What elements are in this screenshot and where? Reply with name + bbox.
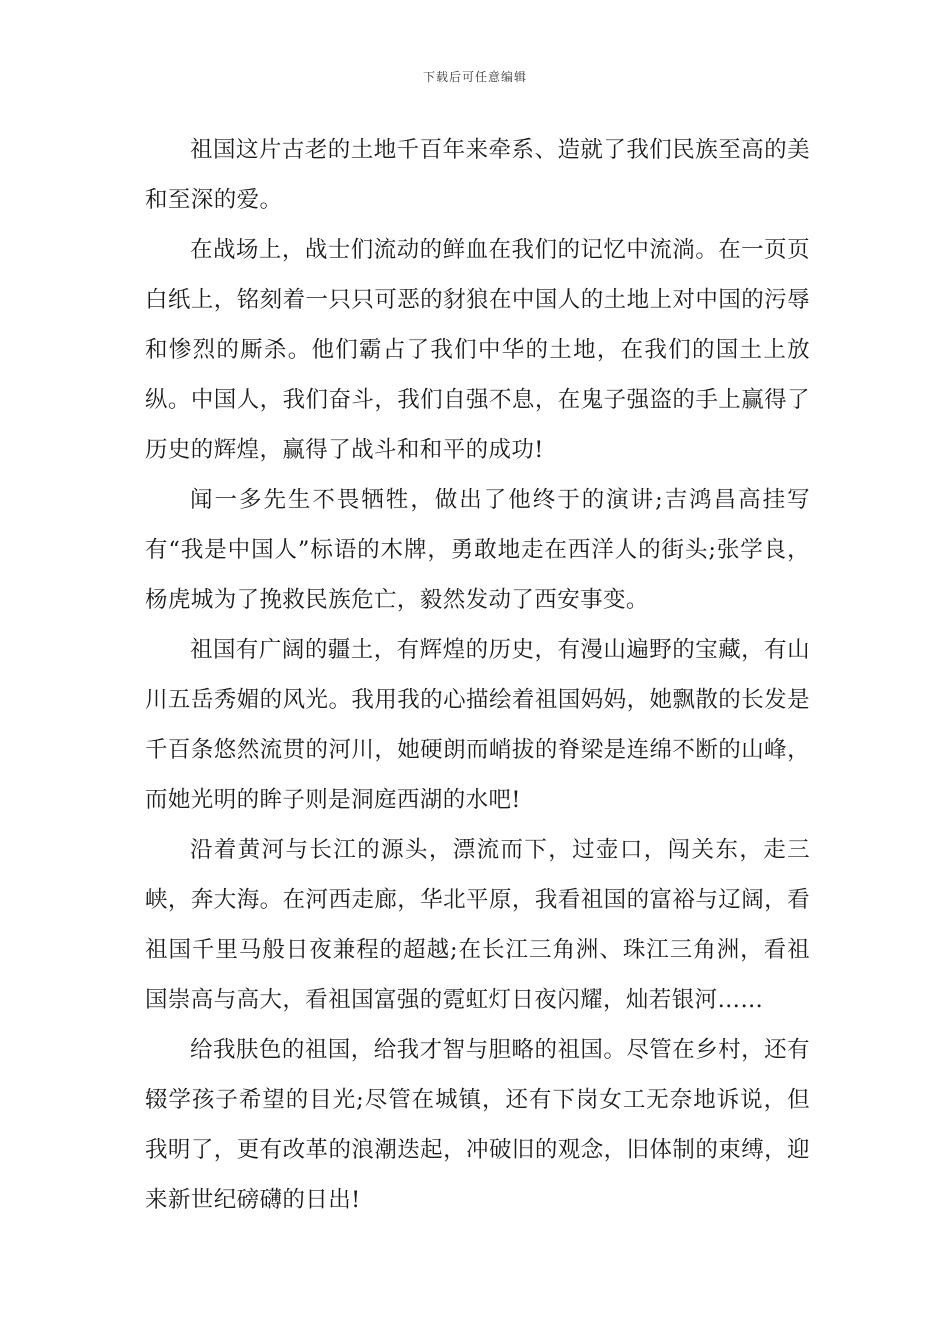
paragraph-3: 闻一多先生不畏牺牲，做出了他终于的演讲;吉鸿昌高挂写有“我是中国人”标语的木牌，勇敢地走在西洋人的街头;张学良，杨虎城为了挽救民族危亡，毅然发动了西安事变。 [145,487,810,613]
paragraph-4: 祖国有广阔的疆土，有辉煌的历史，有漫山遍野的宝藏，有山川五岳秀媚的风光。我用我的心描绘着祖国妈妈，她飘散的长发是千百条悠然流贯的河川，她硬朗而峭拔的脊梁是连绵不断的山峰，而她光明的眸子则是洞庭西湖的水吧! [145,637,810,813]
paragraph-1: 祖国这片古老的土地千百年来牵系、造就了我们民族至高的美和至深的爱。 [145,137,810,213]
paragraph-2: 在战场上，战士们流动的鲜血在我们的记忆中流淌。在一页页白纸上，铭刻着一只只可恶的豺狼在中国人的土地上对中国的污辱和惨烈的厮杀。他们霸占了我们中华的土地，在我们的国土上放纵。中国人，我们奋斗，我们自强不息，在鬼子强盗的手上赢得了历史的辉煌，赢得了战斗和和平的成功! [145,237,810,463]
paragraph-6: 给我肤色的祖国，给我才智与胆略的祖国。尽管在乡村，还有辍学孩子希望的目光;尽管在城镇，还有下岗女工无奈地诉说，但我明了，更有改革的浪潮迭起，冲破旧的观念，旧体制的束缚，迎来新世纪磅礴的日出! [145,1037,810,1213]
paragraph-5: 沿着黄河与长江的源头，漂流而下，过壶口，闯关东，走三峡，奔大海。在河西走廊，华北平原，我看祖国的富裕与辽阔，看祖国千里马般日夜兼程的超越;在长江三角洲、珠江三角洲，看祖国崇高与高大，看祖国富强的霓虹灯日夜闪耀，灿若银河…… [145,837,810,1013]
page-header: 下载后可任意编辑 [422,70,527,84]
document-body [145,125,810,1225]
